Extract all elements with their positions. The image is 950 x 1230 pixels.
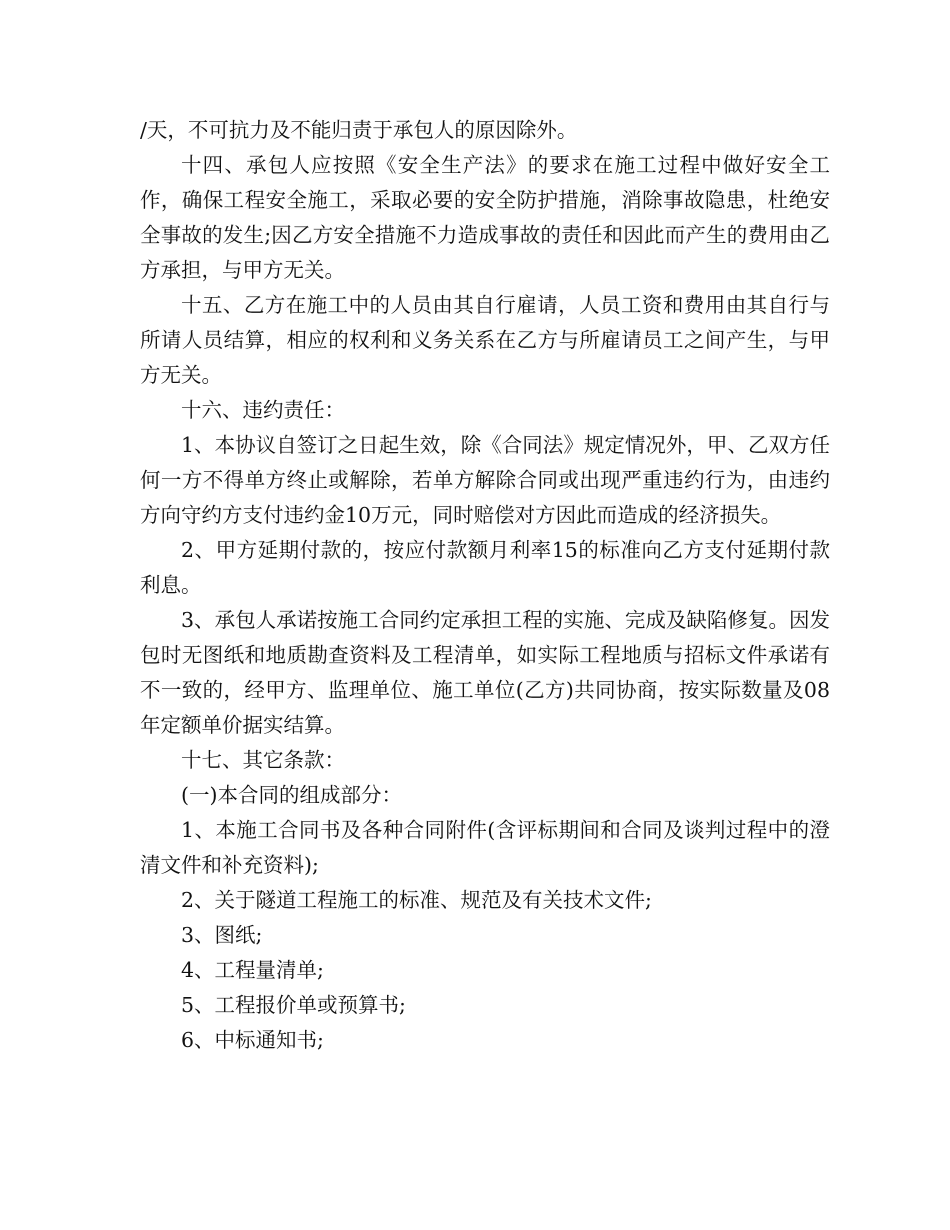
- paragraph-clause-14: 十四、承包人应按照《安全生产法》的要求在施工过程中做好安全工作，确保工程安全施工，采取必要的安全防护措施，消除事故隐患，杜绝安全事故的发生;因乙方安全措施不力造成事故的责任和因此而产生的费用由乙方承担，与甲方无关。: [140, 153, 830, 282]
- paragraph-clause-16-item-2: 2、甲方延期付款的，按应付款额月利率15的标准向乙方支付延期付款利息。: [140, 538, 830, 597]
- paragraph-clause-15: 十五、乙方在施工中的人员由其自行雇请，人员工资和费用由其自行与所请人员结算，相应的权利和义务关系在乙方与所雇请员工之间产生，与甲方无关。: [140, 293, 830, 387]
- paragraph-clause-17-item-2: 2、关于隧道工程施工的标准、规范及有关技术文件;: [181, 888, 652, 912]
- paragraph-clause-16-heading: 十六、违约责任：: [181, 398, 345, 422]
- paragraph-clause-17-subheading: (一)本合同的组成部分：: [181, 783, 402, 807]
- paragraph-continuation: /天，不可抗力及不能归责于承包人的原因除外。: [140, 118, 578, 142]
- document-body: [140, 113, 830, 1058]
- paragraph-clause-17-item-6: 6、中标通知书;: [181, 1028, 324, 1052]
- paragraph-clause-16-item-3: 3、承包人承诺按施工合同约定承担工程的实施、完成及缺陷修复。因发包时无图纸和地质勘查资料及工程清单，如实际工程地质与招标文件承诺有不一致的，经甲方、监理单位、施工单位(乙方)共同协商，按实际数量及08年定额单价据实结算。: [140, 608, 830, 737]
- paragraph-clause-17-heading: 十七、其它条款：: [181, 748, 345, 772]
- paragraph-clause-17-item-5: 5、工程报价单或预算书;: [181, 993, 406, 1017]
- paragraph-clause-17-item-4: 4、工程量清单;: [181, 958, 324, 982]
- paragraph-clause-16-item-1: 1、本协议自签订之日起生效，除《合同法》规定情况外，甲、乙双方任何一方不得单方终止或解除，若单方解除合同或出现严重违约行为，由违约方向守约方支付违约金10万元，同时赔偿对方因此而造成的经济损失。: [140, 433, 830, 527]
- paragraph-clause-17-item-3: 3、图纸;: [181, 923, 263, 947]
- paragraph-clause-17-item-1: 1、本施工合同书及各种合同附件(含评标期间和合同及谈判过程中的澄清文件和补充资料);: [140, 818, 830, 877]
